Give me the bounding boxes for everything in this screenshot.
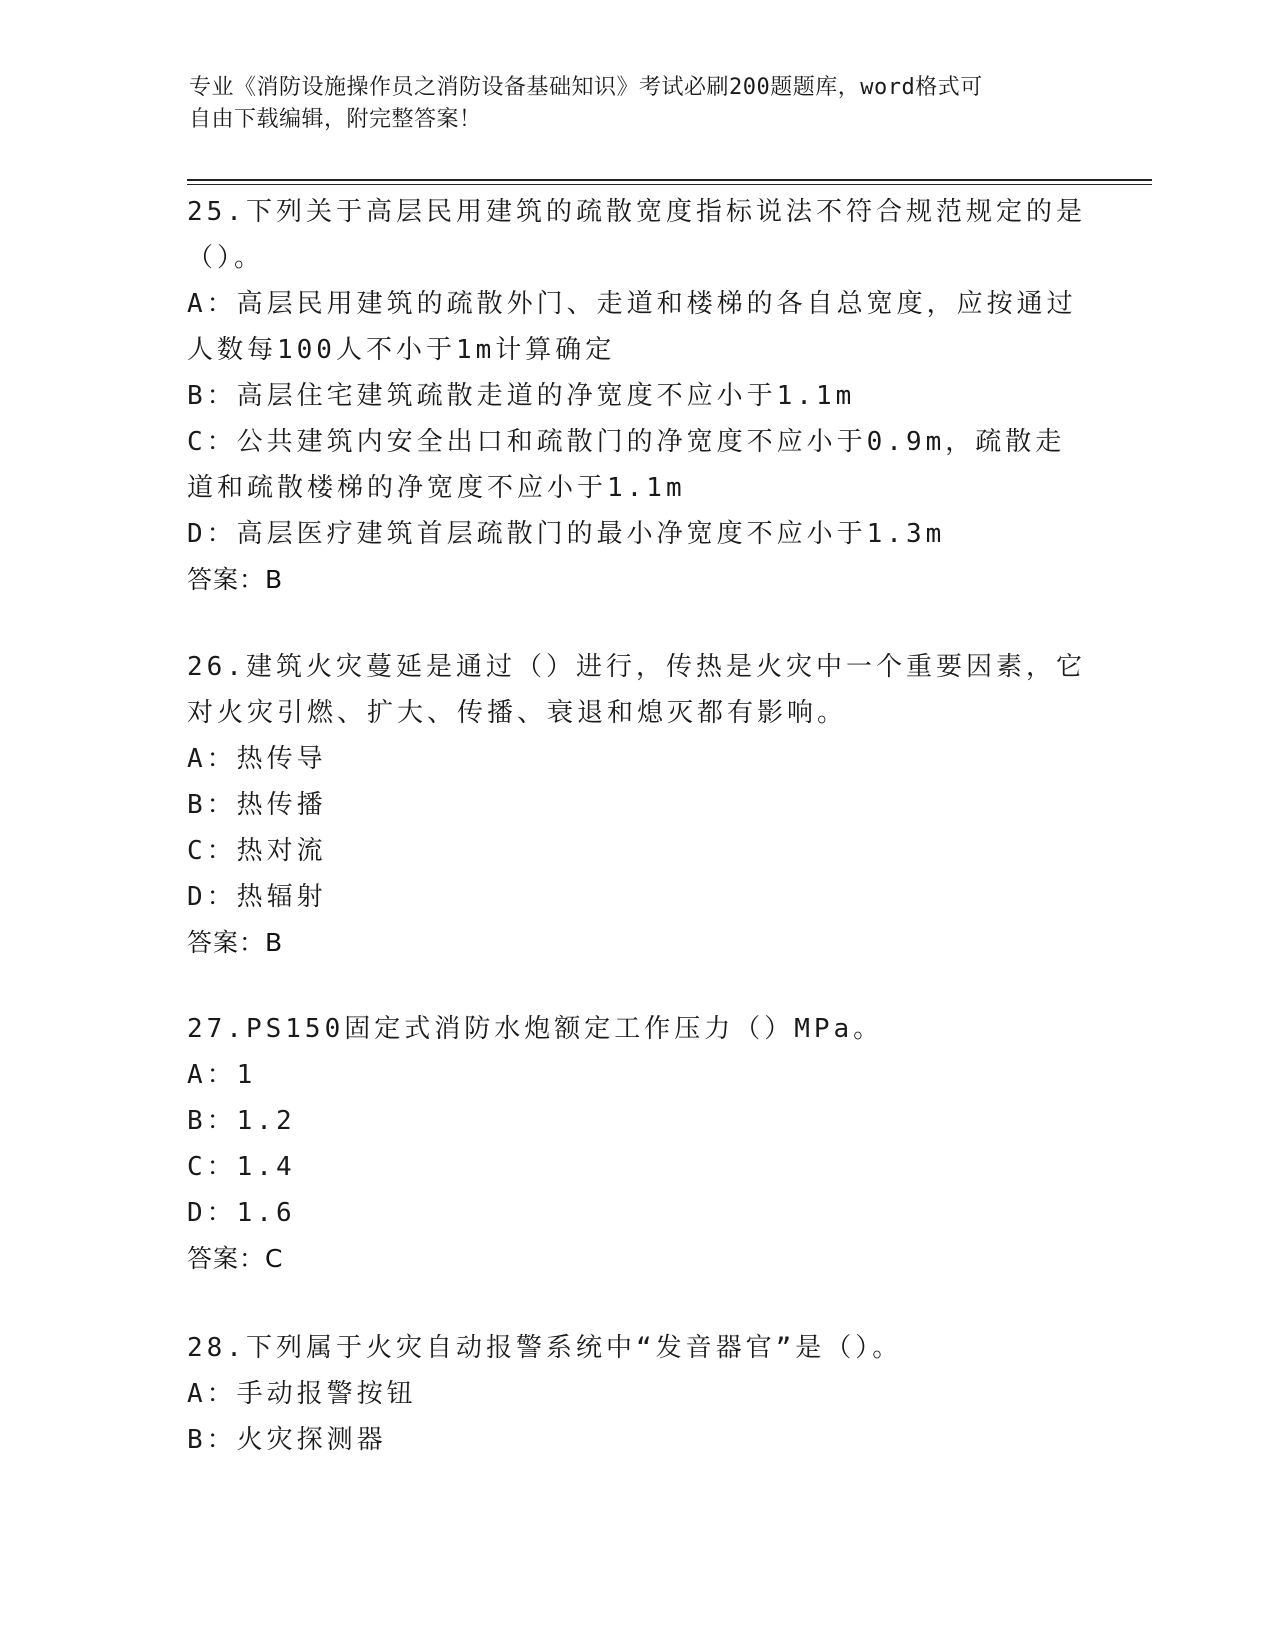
option-b: B：火灾探测器 <box>187 1425 387 1455</box>
answer: 答案：B <box>187 928 284 957</box>
option-a: A：热传导 <box>187 744 327 774</box>
answer: 答案：B <box>187 565 284 594</box>
question-stem: 26.建筑火灾蔓延是通过（）进行，传热是火灾中一个重要因素，它对火灾引燃、扩大、传播、衰退和熄灭都有影响。 <box>187 652 1086 728</box>
option-d: D：高层医疗建筑首层疏散门的最小净宽度不应小于1.3m <box>187 519 946 549</box>
question-28 <box>187 1325 1087 1463</box>
question-stem: 25.下列关于高层民用建筑的疏散宽度指标说法不符合规范规定的是（）。 <box>187 197 1086 273</box>
option-d: D：1.6 <box>187 1198 296 1228</box>
option-c: C：公共建筑内安全出口和疏散门的净宽度不应小于0.9m，疏散走道和疏散楼梯的净宽度不应小于1.1m <box>187 427 1066 503</box>
option-b: B：高层住宅建筑疏散走道的净宽度不应小于1.1m <box>187 381 856 411</box>
question-stem: 27.PS150固定式消防水炮额定工作压力（）MPa。 <box>187 1014 884 1044</box>
header-divider-thin <box>187 184 1152 185</box>
option-b: B：1.2 <box>187 1106 296 1136</box>
question-25 <box>187 189 1087 603</box>
option-c: C：热对流 <box>187 836 327 866</box>
header-divider-thick <box>187 179 1152 181</box>
option-c: C：1.4 <box>187 1152 296 1182</box>
header-line-2: 自由下载编辑，附完整答案！ <box>189 107 482 132</box>
option-a: A：手动报警按钮 <box>187 1379 417 1409</box>
option-b: B：热传播 <box>187 790 327 820</box>
answer: 答案：C <box>187 1244 284 1273</box>
question-27 <box>187 1006 1087 1282</box>
option-a: A：1 <box>187 1060 257 1090</box>
question-stem: 28.下列属于火灾自动报警系统中“发音器官”是（）。 <box>187 1333 903 1363</box>
document-header <box>189 72 1069 136</box>
option-d: D：热辐射 <box>187 882 327 912</box>
header-line-1: 专业《消防设施操作员之消防设备基础知识》考试必刷200题题库，word格式可 <box>189 75 983 100</box>
option-a: A：高层民用建筑的疏散外门、走道和楼梯的各自总宽度，应按通过人数每100人不小于1m计算确定 <box>187 289 1077 365</box>
question-26 <box>187 644 1087 966</box>
